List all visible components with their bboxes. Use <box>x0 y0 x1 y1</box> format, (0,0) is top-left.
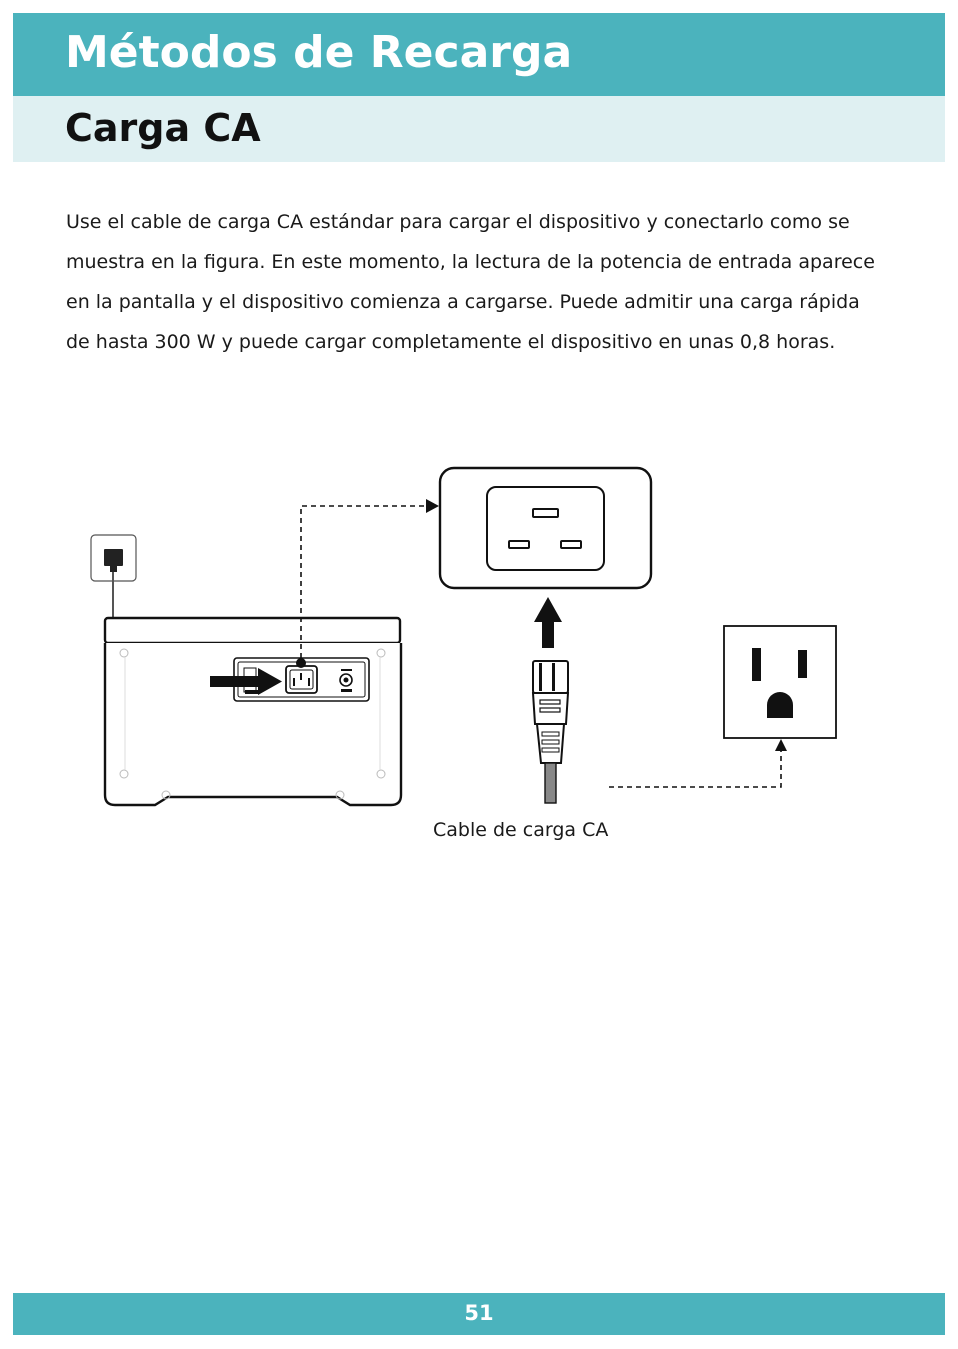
power-station-icon <box>105 618 401 805</box>
header-title-bar <box>13 13 945 96</box>
footer-bar <box>13 1293 945 1335</box>
arrow-up-icon <box>534 597 562 648</box>
page-title: Métodos de Recarga <box>65 27 573 78</box>
header-subtitle-bar <box>13 96 945 162</box>
figure-caption: Cable de carga CA <box>433 819 609 841</box>
inlet-zoom-icon <box>440 468 651 588</box>
page-number: 51 <box>464 1301 494 1325</box>
section-title: Carga CA <box>65 106 261 150</box>
ac-plug-icon <box>533 661 568 803</box>
wall-outlet-icon <box>724 626 836 738</box>
body-paragraph: Use el cable de carga CA estándar para cargar el dispositivo y conectarlo como se muestra en la figura. En este momento, la lectura de la potencia de entrada aparece en la pantalla y el dispositivo comienza a cargarse. Puede admitir una carga rápida de hasta 300 W y puede cargar completamente el dispositivo en unas 0,8 horas. <box>66 211 875 353</box>
charging-diagram <box>80 460 860 820</box>
